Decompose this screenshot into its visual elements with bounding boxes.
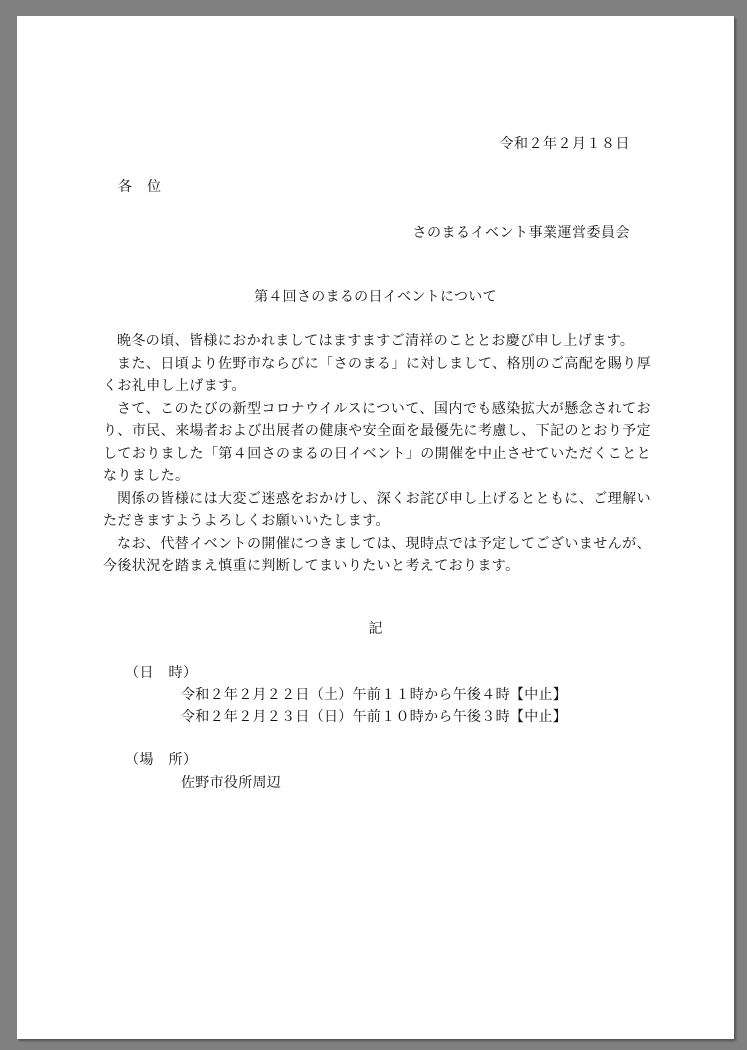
body-paragraph: また、日頃より佐野市ならびに「さのまる」に対しまして、格別のご高配を賜り厚くお礼申し上げます。 [103, 355, 651, 394]
document-subject: 第４回さのまるの日イベントについて [254, 289, 497, 305]
document-content [17, 16, 734, 1039]
body-text [103, 330, 651, 578]
body-paragraph: 関係の皆様には大変ご迷惑をおかけし、深くお詫び申し上げるとともに、ご理解いただきますようよろしくお願いいたします。 [103, 490, 651, 529]
place-value: 佐野市役所周辺 [181, 775, 282, 791]
body-paragraph: 晩冬の頃、皆様におかれましてはますますご清祥のこととお慶び申し上げます。 [117, 333, 635, 349]
recipient: 各 位 [118, 179, 162, 195]
place-label: （場 所） [125, 752, 198, 768]
datetime-label: （日 時） [125, 665, 198, 681]
sender-organization: さのまるイベント事業運営委員会 [412, 225, 630, 241]
datetime-item: 令和２年２月２３日（日）午前１０時から午後３時【中止】 [181, 709, 568, 725]
document-date: 令和２年２月１８日 [499, 136, 630, 152]
ki-heading: 記 [368, 621, 383, 637]
body-paragraph: なお、代替イベントの開催につきましては、現時点では予定してございませんが、今後状況を踏まえ慎重に判断してまいりたいと考えております。 [103, 535, 651, 574]
datetime-item: 令和２年２月２２日（土）午前１１時から午後４時【中止】 [181, 687, 568, 703]
body-paragraph: さて、このたびの新型コロナウイルスについて、国内でも感染拡大が懸念されており、市民、来場者および出展者の健康や安全面を最優先に考慮し、下記のとおり予定しておりました「第４回さのまるの日イベント」の開催を中止させていただくこととなりました。 [103, 400, 651, 484]
document-page [17, 16, 734, 1039]
